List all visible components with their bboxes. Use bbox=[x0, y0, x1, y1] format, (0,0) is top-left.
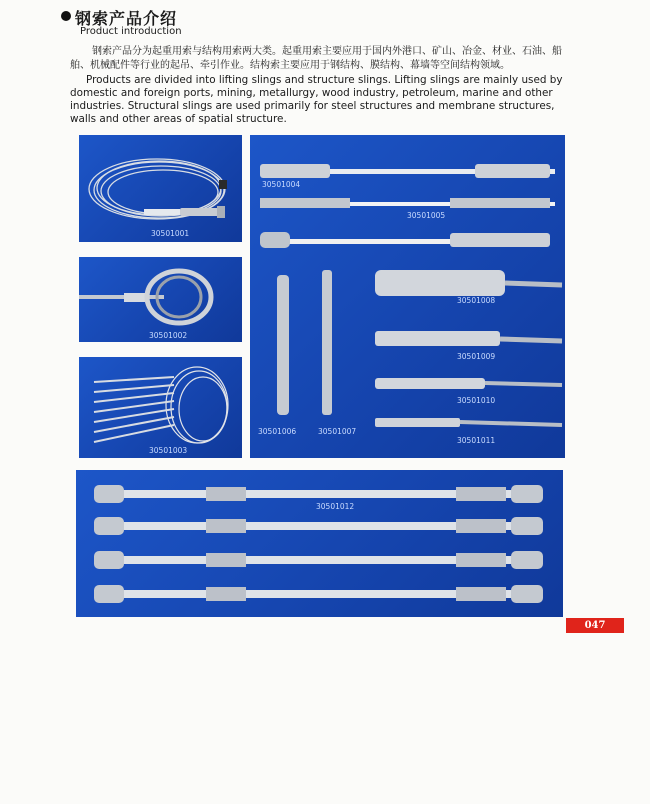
intro-chinese: 钢索产品分为起重用索与结构用索两大类。起重用索主要应用于国内外港口、矿山、冶金、材业、石油、船舶、机械配件等行业的起吊、牵引作业。结构索主要应用于钢结构、膜结构、幕墙等空间结构领域。 bbox=[70, 46, 562, 71]
product-code: 30501012 bbox=[316, 502, 355, 511]
ring-sling-image bbox=[79, 257, 242, 342]
product-photo-30501001 bbox=[79, 135, 242, 242]
intro-english: Products are divided into lifting slings and structure slings. Lifting slings are mainly used by domestic and foreign ports, mining, metallurgy, wood industry, petroleum, marine and other industries. Structural slings are used primarily for steel structures and membrane structures, walls and other areas of spatial structure. bbox=[70, 74, 563, 125]
product-code: 30501003 bbox=[149, 446, 188, 455]
product-photo-30501003 bbox=[79, 357, 242, 458]
product-code: 30501002 bbox=[149, 331, 188, 340]
page-number: 047 bbox=[566, 618, 624, 633]
title-bullet-icon bbox=[61, 11, 71, 21]
product-photo-30501002 bbox=[79, 257, 242, 342]
product-code: 30501004 bbox=[262, 180, 301, 189]
product-code: 30501011 bbox=[457, 436, 496, 445]
tie-rods-image bbox=[76, 470, 563, 617]
product-code: 30501001 bbox=[151, 229, 190, 238]
product-code: 30501008 bbox=[457, 296, 496, 305]
page-title: 钢索产品介绍 bbox=[75, 9, 178, 28]
wire-bundle-image bbox=[79, 357, 242, 458]
product-code: 30501007 bbox=[318, 427, 357, 436]
page-subtitle: Product introduction bbox=[80, 26, 182, 37]
product-photo-group-fittings bbox=[250, 135, 565, 458]
product-code: 30501010 bbox=[457, 396, 496, 405]
product-photo-30501012 bbox=[76, 470, 563, 617]
product-code: 30501009 bbox=[457, 352, 496, 361]
product-code: 30501006 bbox=[258, 427, 297, 436]
coiled-sling-image bbox=[79, 135, 242, 242]
product-code: 30501005 bbox=[407, 211, 446, 220]
